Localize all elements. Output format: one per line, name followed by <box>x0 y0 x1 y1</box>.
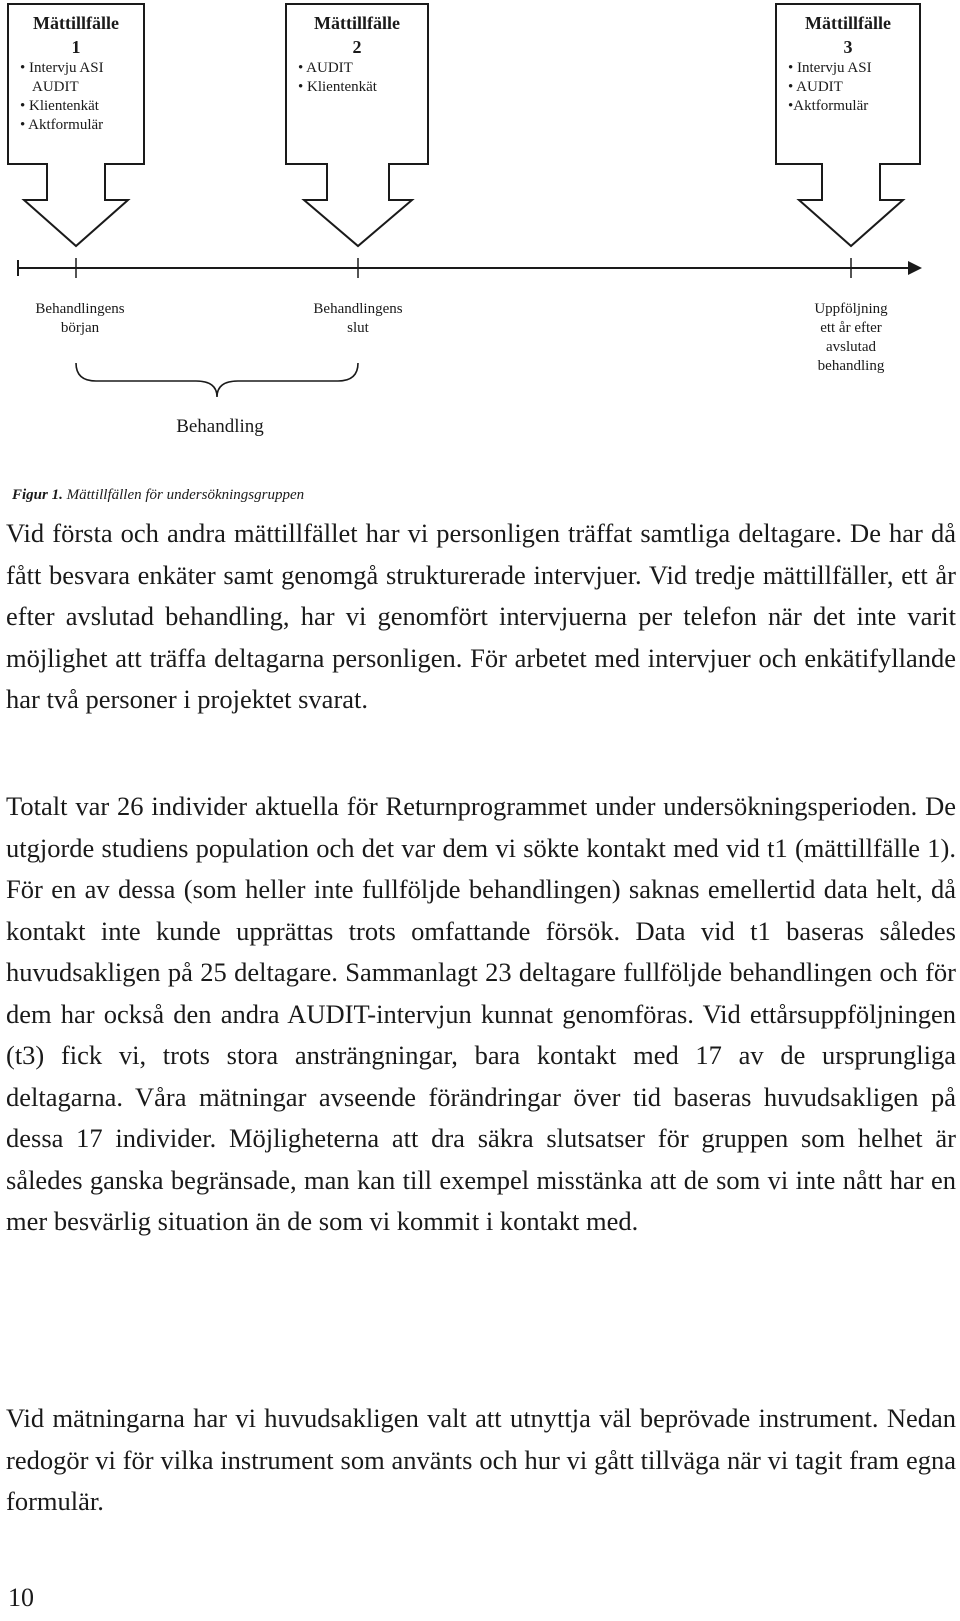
list-item: • Klientenkät <box>20 98 99 114</box>
timeline-label-line: slut <box>347 320 369 336</box>
measurement-box-1-list <box>20 59 132 135</box>
timeline-label-line: Behandlingens <box>35 301 125 317</box>
timeline-label-line: avslutad <box>826 339 876 355</box>
box-title-number: 3 <box>843 37 853 57</box>
list-item: • AUDIT <box>788 79 843 95</box>
list-item: AUDIT <box>32 79 79 95</box>
box-title-number: 2 <box>352 37 362 57</box>
measurement-box-2-title <box>298 10 416 57</box>
measurement-box-1-title <box>20 10 132 57</box>
list-item: •Aktformulär <box>788 98 869 114</box>
box-title-text: Mättillfälle <box>33 13 119 33</box>
list-item: • Klientenkät <box>298 79 377 95</box>
figure-caption <box>12 487 304 504</box>
measurement-box-3 <box>776 4 920 168</box>
caption-label: Figur 1. <box>12 487 63 503</box>
timeline-label-line: Behandlingens <box>313 301 403 317</box>
measurement-box-2-list <box>298 59 416 97</box>
box-title-text: Mättillfälle <box>314 13 400 33</box>
treatment-label: Behandling <box>176 416 264 437</box>
timeline-figure <box>0 0 960 460</box>
measurement-box-3-title <box>788 10 908 57</box>
caption-text: Mättillfällen för undersökningsgruppen <box>66 487 305 503</box>
measurement-box-2 <box>286 4 428 168</box>
list-item: • Intervju ASI <box>788 60 872 76</box>
measurement-box-1 <box>8 4 144 168</box>
measurement-box-3-list <box>788 59 908 116</box>
timeline-label-line: Uppföljning <box>814 301 888 317</box>
box-title-text: Mättillfälle <box>805 13 891 33</box>
paragraph-2: Totalt var 26 individer aktuella för Returnprogrammet under undersökningsperioden. De utgjorde studiens population och det var dem vi sökte kontakt med vid t1 (mättillfälle 1). För en av dessa (som heller inte fullföljde behandlingen) saknas emellertid data helt, då kontakt inte kunde upprättas trots omfattande försök. Data vid t1 baseras således huvudsakligen på 25 deltagare. Sammanlagt 23 deltagare fullföljde behandlingen och för dem har också den andra AUDIT-intervjun kunnat genomföras. Vid ettårsuppföljningen (t3) fick vi, trots stora ansträngningar, bara kontakt med 17 av de ursprungliga deltagarna. Våra mätningar avseende förändringar över tid baseras huvudsakligen på dessa 17 individer. Möjligheterna att dra säkra slutsatser för gruppen som helhet är således ganska begränsade, man kan till exempel misstänka att de som vi inte nått har en mer besvärlig situation än de som vi kommit i kontakt med. <box>6 791 956 1236</box>
paragraph-3: Vid mätningarna har vi huvudsakligen valt att utnyttja väl beprövade instrument. Nedan redogör vi för vilka instrument som använts och hur vi gått tillväga när vi tagit fram egna formulär. <box>6 1403 956 1516</box>
list-item: • Aktformulär <box>20 117 104 133</box>
timeline-label-line: ett år efter <box>820 320 882 336</box>
box-title-number: 1 <box>71 37 81 57</box>
page-number: 10 <box>8 1583 34 1612</box>
timeline-label-end <box>278 300 438 338</box>
paragraph-1: Vid första och andra mättillfället har vi personligen träffat samtliga deltagare. De har då fått besvara enkäter samt genomgå strukturerade intervjuer. Vid tredje mättillfäller, ett år efter avslutad behandling, har vi genomfört intervjuerna per telefon när det inte varit möjlighet att träffa deltagarna personligen. För arbetet med intervjuer och enkätifyllande har två personer i projektet svarat. <box>6 518 956 714</box>
timeline-label-start <box>0 300 160 338</box>
treatment-brace <box>76 363 358 397</box>
timeline-arrowhead <box>908 261 922 275</box>
list-item: • Intervju ASI <box>20 60 104 76</box>
timeline-label-followup <box>781 300 921 376</box>
list-item: • AUDIT <box>298 60 353 76</box>
timeline-label-line: början <box>60 320 100 336</box>
timeline-label-line: behandling <box>817 358 885 374</box>
